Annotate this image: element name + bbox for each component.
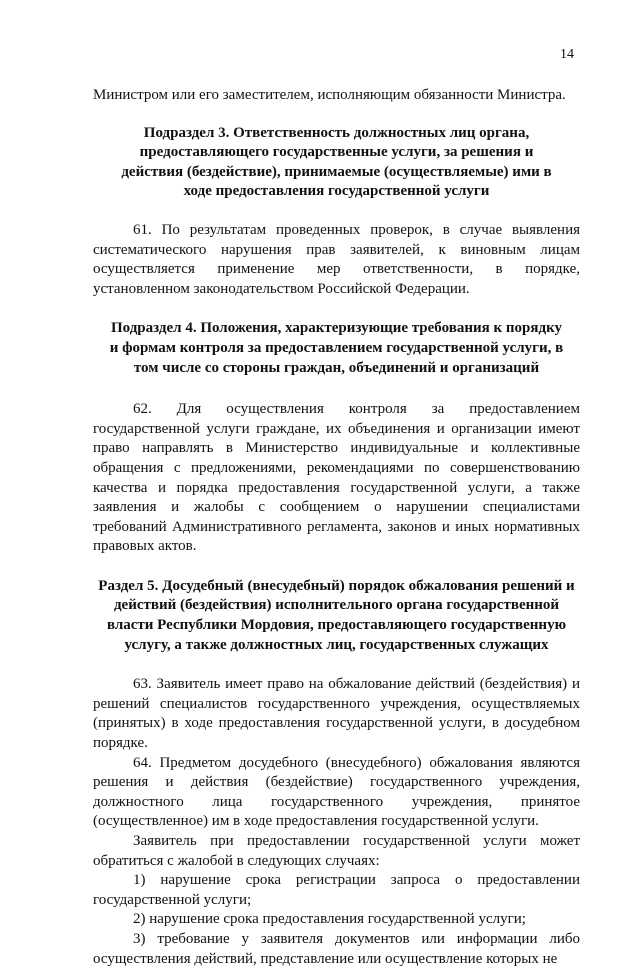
page-number: 14 — [560, 47, 574, 62]
subsection-3-heading: Подраздел 3. Ответственность должностных лиц органа, предоставляющего государственные услуги, за решения и действия (бездействие), принимаемые (осуществляемые) ими в ходе предоставления государственной услуги — [121, 124, 552, 200]
paragraph-63: 63. Заявитель имеет право на обжалование действий (бездействия) и решений специалистов государственного учреждения, осуществляемых (принятых) в ходе предоставления государственной услуги, в досудебном порядке. — [93, 676, 580, 752]
list-item-2: 2) нарушение срока предоставления государственной услуги; — [133, 911, 526, 928]
section-5-heading: Раздел 5. Досудебный (внесудебный) порядок обжалования решений и действий (бездействия) исполнительного органа государственной власти Республики Мордовия, предоставляющего государственную услугу, а также должностных лиц, государственных служащих — [98, 577, 575, 653]
paragraph-62: 62. Для осуществления контроля за предоставлением государственной услуги граждане, их объединения и организации имеют право направлять в Министерство индивидуальные и коллективные обращения с предложениями, рекомендациями по совершенствованию качества и порядка предоставления государственной услуги, а также заявления и жалобы с сообщением о нарушении специалистами требований Административного регламента, законов и иных нормативных правовых актов. — [93, 401, 580, 555]
paragraph-61: 61. По результатам проведенных проверок, в случае выявления систематического нарушения прав заявителей, к виновным лицам осуществляется применение мер ответственности, в порядке, установленном законодательством Российской Федерации. — [93, 221, 580, 297]
continuation-text: Министром или его заместителем, исполняющим обязанности Министра. — [93, 87, 566, 103]
subsection-4-heading: Подраздел 4. Положения, характеризующие требования к порядку и формам контроля за предоставлением государственной услуги, в том числе со стороны граждан, объединений и организаций — [109, 320, 564, 376]
list-item-1: 1) нарушение срока регистрации запроса о предоставлении государственной услуги; — [93, 872, 580, 908]
page-content — [93, 86, 580, 969]
complaint-cases-intro: Заявитель при предоставлении государственной услуги может обратиться с жалобой в следующих случаях: — [93, 833, 580, 869]
paragraph-64: 64. Предметом досудебного (внесудебного) обжалования являются решения и действия (бездействие) государственного учреждения, должностного лица государственного учреждения, принятое (осуществленное) им в ходе предоставления государственной услуги. — [93, 754, 580, 830]
list-item-3: 3) требование у заявителя документов или информации либо осуществления действий, представление или осуществление которых не — [93, 930, 580, 967]
